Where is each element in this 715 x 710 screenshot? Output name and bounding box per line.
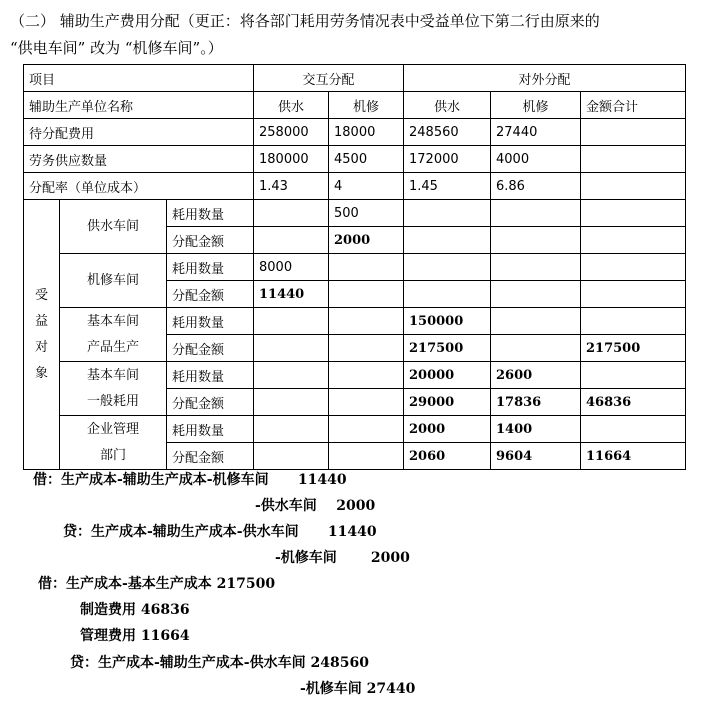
beneficiary-rows [24,200,686,470]
beneficiary-char: 益 [34,313,48,329]
cell [254,200,329,227]
cell: 46836 [581,389,686,416]
header-mutual-water: 供水 [254,92,329,119]
beneficiary-row [24,416,686,443]
cell: 2000 [404,416,491,443]
beneficiary-unit-name [60,416,167,470]
entry-line: 管理费用 11664 [80,628,190,644]
beneficiary-char: 受 [34,287,48,303]
cell [254,308,329,335]
cell [404,200,491,227]
header-mutual-repair: 机修 [329,92,404,119]
cell: 17836 [491,389,581,416]
unit-name-line: 部门 [99,447,126,463]
entry-line: -机修车间 27440 [300,681,416,697]
cell: 20000 [404,362,491,389]
header-external-allocation: 对外分配 [404,65,686,92]
unit-name-line: 一般耗用 [86,393,139,409]
cell: 180000 [254,146,329,173]
cell [254,227,329,254]
cell: 11440 [254,281,329,308]
cell [581,281,686,308]
allocated-amount-label: 分配金额 [167,443,254,470]
header-total: 金额合计 [581,92,686,119]
beneficiary-row [24,254,686,281]
cell [254,335,329,362]
unit-name-line: 机修车间 [86,272,139,288]
cell [404,227,491,254]
cell: 18000 [329,119,404,146]
unit-name-line: 基本车间 [86,367,139,383]
cell [329,362,404,389]
cell [491,335,581,362]
cell: 2000 [329,227,404,254]
cell: 9604 [491,443,581,470]
cell [581,416,686,443]
entry-line: -机修车间 2000 [275,550,410,566]
entry-line: 制造费用 46836 [80,602,190,618]
allocated-amount-label: 分配金额 [167,389,254,416]
unit-name-line: 基本车间 [86,313,139,329]
header-unit-name: 辅助生产单位名称 [24,92,254,119]
cell [254,362,329,389]
cell [254,443,329,470]
unit-name-line: 企业管理 [86,421,139,437]
beneficiary-row [24,362,686,389]
usage-quantity-label: 耗用数量 [167,362,254,389]
usage-quantity-label: 耗用数量 [167,308,254,335]
unit-name-line: 产品生产 [86,339,139,355]
cell [491,200,581,227]
cell [329,389,404,416]
cell: 4000 [491,146,581,173]
row-allocation-rate [24,173,686,200]
beneficiary-label [24,200,60,470]
cell: 27440 [491,119,581,146]
beneficiary-char: 象 [34,365,48,381]
row-label: 待分配费用 [24,119,254,146]
cell [329,443,404,470]
cell [329,308,404,335]
beneficiary-unit-name [60,200,167,254]
header-external-water: 供水 [404,92,491,119]
cell: 1400 [491,416,581,443]
cell [491,308,581,335]
beneficiary-unit-name [60,254,167,308]
cell: 29000 [404,389,491,416]
usage-quantity-label: 耗用数量 [167,254,254,281]
beneficiary-row [24,200,686,227]
cell: 150000 [404,308,491,335]
cell: 6.86 [491,173,581,200]
cell [491,254,581,281]
cell: 11664 [581,443,686,470]
cell [581,362,686,389]
cell [581,254,686,281]
cell [329,281,404,308]
cell: 2060 [404,443,491,470]
header-mutual-allocation: 交互分配 [254,65,404,92]
entry-line: 贷：生产成本-辅助生产成本-供水车间 248560 [70,655,369,671]
cell [404,281,491,308]
cell [581,200,686,227]
cell [581,308,686,335]
usage-quantity-label: 耗用数量 [167,200,254,227]
header-row-1 [24,65,686,92]
cell: 1.45 [404,173,491,200]
cell [581,173,686,200]
cell: 217500 [404,335,491,362]
cell [404,254,491,281]
beneficiary-row [24,308,686,335]
auxiliary-cost-allocation-table [23,64,686,470]
intro-line-1: （二） 辅助生产费用分配（更正：将各部门耗用劳务情况表中受益单位下第二行由原来的 [10,12,600,30]
cell [329,335,404,362]
cell: 248560 [404,119,491,146]
row-service-supply [24,146,686,173]
cell: 1.43 [254,173,329,200]
cell: 172000 [404,146,491,173]
cell [254,389,329,416]
cell: 258000 [254,119,329,146]
cell: 500 [329,200,404,227]
cell: 217500 [581,335,686,362]
cell [329,254,404,281]
cell [581,227,686,254]
beneficiary-char: 对 [34,339,48,355]
allocated-amount-label: 分配金额 [167,335,254,362]
beneficiary-unit-name [60,362,167,416]
row-label: 分配率（单位成本） [24,173,254,200]
usage-quantity-label: 耗用数量 [167,416,254,443]
cell: 4500 [329,146,404,173]
allocated-amount-label: 分配金额 [167,227,254,254]
cell [491,227,581,254]
row-label: 劳务供应数量 [24,146,254,173]
cell [581,119,686,146]
beneficiary-unit-name [60,308,167,362]
cell [254,416,329,443]
cell [581,146,686,173]
cell: 8000 [254,254,329,281]
cell [329,416,404,443]
allocated-amount-label: 分配金额 [167,281,254,308]
row-pending-cost [24,119,686,146]
cell [491,281,581,308]
intro-paragraph [10,8,710,62]
entry-line: -供水车间 2000 [255,498,376,514]
header-item: 项目 [24,65,254,92]
cell: 2600 [491,362,581,389]
intro-line-2: “供电车间” 改为 “机修车间”。） [10,39,223,57]
header-row-2 [24,92,686,119]
unit-name-line: 供水车间 [86,218,139,234]
header-external-repair: 机修 [491,92,581,119]
entry-line: 贷：生产成本-辅助生产成本-供水车间 11440 [63,524,377,540]
entry-line: 借：生产成本-辅助生产成本-机修车间 11440 [33,472,347,488]
entry-line: 借：生产成本-基本生产成本 217500 [38,576,276,592]
cell: 4 [329,173,404,200]
